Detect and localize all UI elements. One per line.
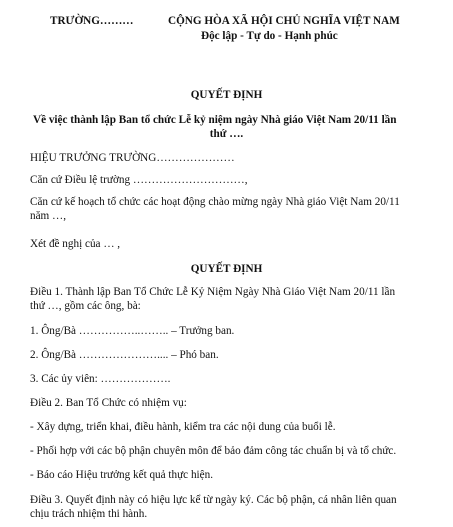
- member-deputy: 2. Ông/Bà ………………….... – Phó ban.: [30, 349, 219, 361]
- subject-line-2: thứ ….: [209, 128, 244, 140]
- subject-line-1: Về việc thành lập Ban tổ chức Lễ kỷ niệm ngày Nhà giáo Việt Nam 20/11 lần: [33, 114, 397, 126]
- duty-2: - Phối hợp với các bộ phận chuyên môn để bảo đảm công tác chuẩn bị và tổ chức.: [30, 445, 397, 457]
- duty-1: - Xây dựng, triển khai, điều hành, kiểm tra các nội dung của buổi lễ.: [30, 421, 336, 433]
- school-name: TRƯỜNG………: [50, 15, 134, 27]
- basis-plan-line-2: năm …,: [30, 210, 67, 222]
- decision-heading: QUYẾT ĐỊNH: [190, 263, 263, 275]
- nation-title: CỘNG HÒA XÃ HỘI CHỦ NGHĨA VIỆT NAM: [168, 15, 400, 27]
- proposal-line: Xét đề nghị của … ,: [30, 238, 121, 250]
- article-1-line-1: Điều 1. Thành lập Ban Tổ Chức Lễ Kỷ Niệm Ngày Nhà Giáo Việt Nam 20/11 lần: [30, 286, 396, 298]
- article-3-line-2: chịu trách nhiệm thi hành.: [30, 508, 148, 520]
- duty-3: - Báo cáo Hiệu trưởng kết quả thực hiện.: [30, 469, 214, 481]
- basis-charter: Căn cứ Điều lệ trường …………………………,: [30, 174, 248, 186]
- article-2: Điều 2. Ban Tổ Chức có nhiệm vụ:: [30, 397, 187, 409]
- member-head: 1. Ông/Bà ……………..…….. – Trưởng ban.: [30, 325, 235, 337]
- member-committee: 3. Các ủy viên: ……………….: [30, 373, 171, 385]
- authority-line: HIỆU TRƯỞNG TRƯỜNG…………………: [30, 152, 235, 164]
- article-3-line-1: Điều 3. Quyết định này có hiệu lực kể từ ngày ký. Các bộ phận, cá nhân liên quan: [30, 494, 397, 506]
- article-1-line-2: thứ …, gồm các ông, bà:: [30, 300, 141, 312]
- document-title: QUYẾT ĐỊNH: [190, 89, 263, 101]
- national-motto: Độc lập - Tự do - Hạnh phúc: [201, 30, 338, 42]
- basis-plan-line-1: Căn cứ kế hoạch tổ chức các hoạt động chào mừng ngày Nhà giáo Việt Nam 20/11: [30, 196, 400, 208]
